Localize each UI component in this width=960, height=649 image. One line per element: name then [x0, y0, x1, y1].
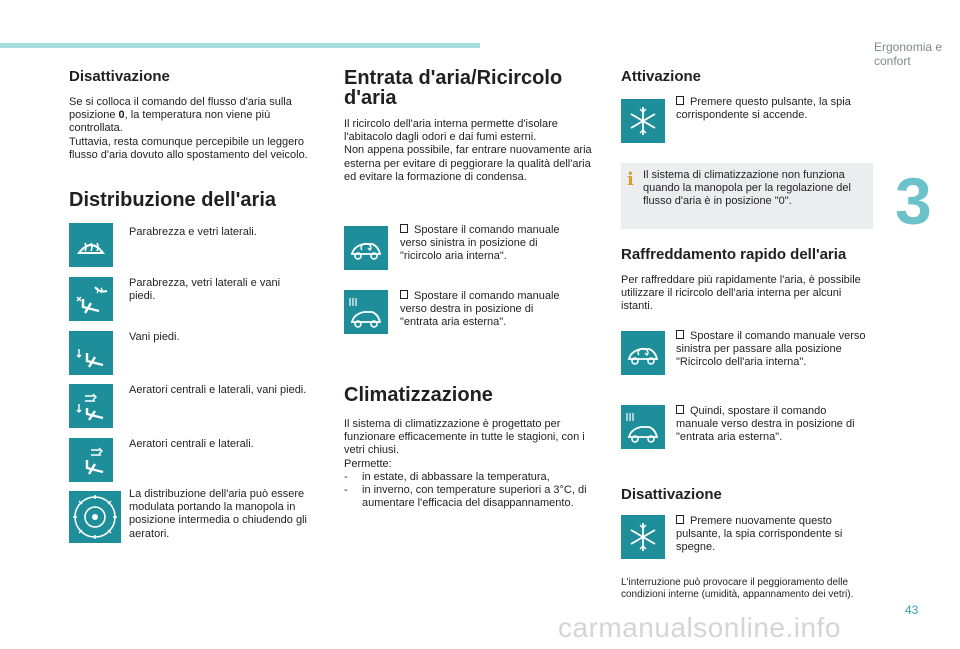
- entrata-paragraph: [344, 118, 599, 184]
- external-air-icon: [344, 290, 388, 334]
- disattivazione-heading: Disattivazione: [69, 68, 170, 85]
- windscreen-demist-icon: [69, 223, 113, 267]
- disattivazione-ac-heading: Disattivazione: [621, 486, 722, 503]
- attivazione-step: [676, 96, 876, 122]
- chapter-number: 3: [895, 164, 932, 238]
- raffreddamento-paragraph: Per raffreddare più rapidamente l'aria, è possibile utilizzare il ricircolo dell'aria interna per alcuni istanti.: [621, 274, 861, 313]
- disattivazione-paragraph: [69, 96, 327, 162]
- attivazione-step-text: Premere questo pulsante, la spia corrispondente si accende.: [676, 96, 851, 122]
- clima-permette: Permette:: [344, 457, 392, 470]
- bullet-icon: [676, 330, 684, 339]
- entrata-text-1: Il ricircolo dell'aria interna permette d'isolare l'abitacolo dagli odori e dai fumi esterni.: [344, 118, 558, 144]
- section-title: Ergonomia e confort: [874, 40, 943, 68]
- info-box: [621, 163, 873, 229]
- clima-text: Il sistema di climatizzazione è progettato per funzionare efficacemente in tutte le stagioni, con i vetri chiusi.: [344, 418, 585, 457]
- attivazione-heading: Attivazione: [621, 68, 702, 85]
- climatizzazione-heading: Climatizzazione: [344, 384, 493, 406]
- recirculation-icon: [621, 331, 665, 375]
- raffreddamento-step-2: [676, 405, 866, 445]
- bullet-icon: [676, 405, 684, 414]
- raffreddamento-heading: Raffreddamento rapido dell'aria: [621, 246, 847, 263]
- raffreddamento-step-1: [676, 330, 866, 370]
- disattivazione-text-c: Tuttavia, resta comunque percepibile un leggero flusso d'aria dovuto allo spostamento del veicolo.: [69, 135, 308, 161]
- info-icon: i: [627, 169, 634, 190]
- page-number: 43: [905, 603, 919, 617]
- distribution-item-4-text: Aeratori centrali e laterali, vani piedi.: [129, 384, 307, 396]
- clima-list-item-1-text: in estate, di abbassare la temperatura,: [362, 470, 550, 483]
- bullet-icon: [400, 224, 408, 233]
- watermark: carmanualsonline.info: [558, 612, 841, 643]
- vents-icon: [69, 438, 113, 482]
- clima-list-item-2: - in inverno, con temperature superiori a 3°C, di aumentare l'efficacia del disappannamento.: [344, 484, 599, 510]
- raffreddamento-step-1-text: Spostare il comando manuale verso sinistra per passare alla posizione "Ricircolo dell'aria interna".: [676, 330, 866, 369]
- distribution-item-6-text: La distribuzione dell'aria può essere modulata portando la manopola in posizione intermedia o chiudendo gli aeratori.: [129, 488, 307, 540]
- raffreddamento-step-2-text: Quindi, spostare il comando manuale verso destra in posizione di "entrata aria esterna".: [676, 405, 855, 444]
- entrata-text-2: Non appena possibile, far entrare nuovamente aria esterna per evitare di peggiorare la qualità dell'aria ed evitare la formazione di condensa.: [344, 144, 592, 183]
- disattivazione-ac-step: [676, 515, 866, 555]
- distribution-item-3-text: Vani piedi.: [129, 331, 180, 343]
- vents-feet-icon: [69, 384, 113, 428]
- step-recirc-text: Spostare il comando manuale verso sinistra in posizione di "ricircolo aria interna".: [400, 224, 560, 263]
- step-recirc: [400, 224, 570, 264]
- ac-button-icon: [621, 515, 665, 559]
- position-zero: 0: [118, 109, 125, 122]
- clima-list-item-2-text: in inverno, con temperature superiori a 3°C, di aumentare l'efficacia del disappannamento.: [362, 484, 587, 510]
- step-external-text: Spostare il comando manuale verso destra in posizione di "entrata aria esterna".: [400, 290, 560, 329]
- distribuzione-heading: Distribuzione dell'aria: [69, 189, 277, 211]
- distribution-dial-icon: [69, 491, 121, 543]
- climatizzazione-paragraph: [344, 418, 599, 510]
- disattivazione-text-a: Se si colloca il comando del flusso d'aria sulla posizione: [69, 96, 292, 122]
- ac-button-icon: [621, 99, 665, 143]
- recirculation-icon: [344, 226, 388, 270]
- bullet-icon: [676, 515, 684, 524]
- distribution-item-5-text: Aeratori centrali e laterali.: [129, 438, 254, 450]
- bullet-icon: [676, 96, 684, 105]
- windscreen-feet-icon: [69, 277, 113, 321]
- top-accent-bar: [0, 43, 480, 48]
- distribution-item-2-text: Parabrezza, vetri laterali e vani piedi.: [129, 277, 281, 303]
- distribution-item-1-text: Parabrezza e vetri laterali.: [129, 226, 257, 238]
- clima-list-item-1: - in estate, di abbassare la temperatura,: [344, 470, 550, 483]
- entrata-heading: Entrata d'aria/Ricircolo d'aria: [344, 67, 563, 109]
- disattivazione-text-b: , la temperatura non viene più controllata.: [69, 109, 271, 135]
- disattivazione-ac-step-text: Premere nuovamente questo pulsante, la spia corrispondente si spegne.: [676, 515, 843, 554]
- step-external: [400, 290, 570, 330]
- bullet-icon: [400, 290, 408, 299]
- feet-icon: [69, 331, 113, 375]
- external-air-icon: [621, 405, 665, 449]
- interruption-note: L'interruzione può provocare il peggioramento delle condizioni interne (umidità, appannamento dei vetri).: [621, 577, 854, 600]
- info-text: Il sistema di climatizzazione non funziona quando la manopola per la regolazione del flusso d'aria è in posizione "0".: [643, 169, 851, 208]
